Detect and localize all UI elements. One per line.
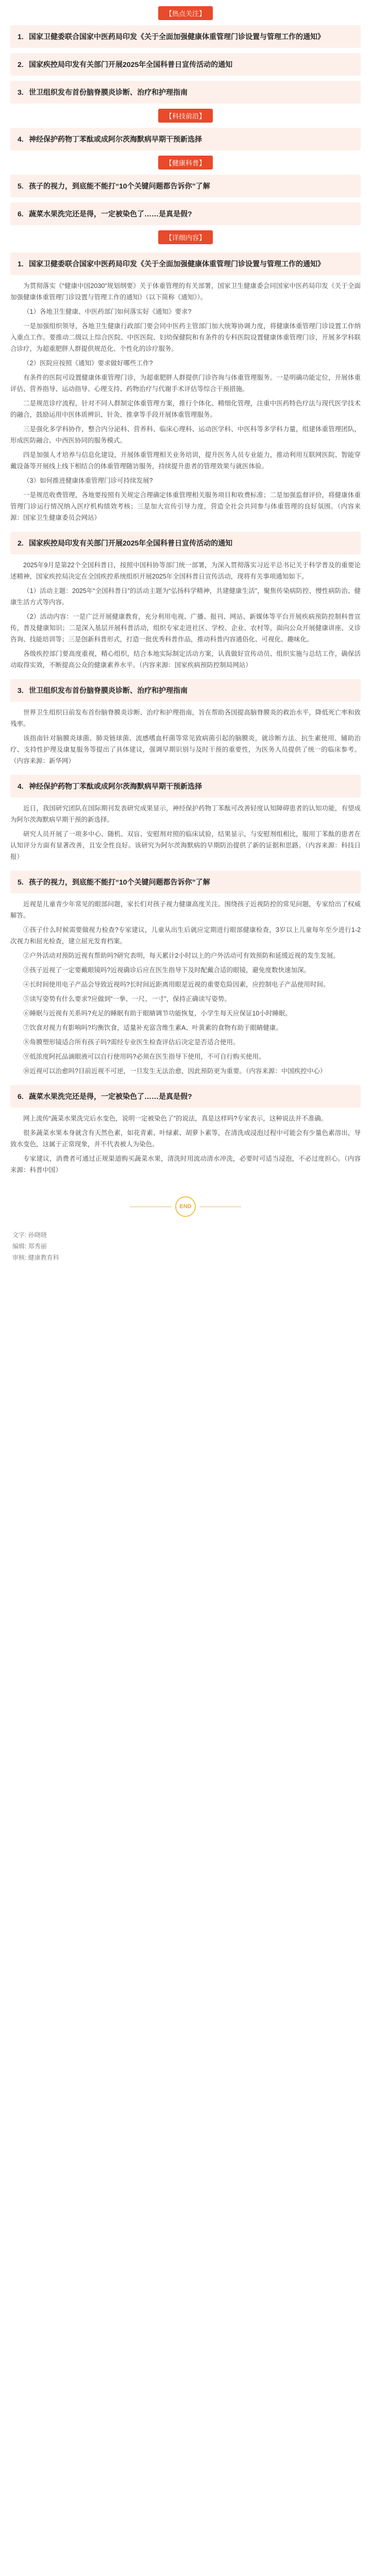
section-tag-label: 【热点关注】 bbox=[158, 6, 213, 20]
detail-paragraph: 三是强化多学科协作，整合内分泌科、营养科、临床心理科、运动医学科、中医科等多学科力量，组建体重管理团队，形成医防融合、中西医协同的服务模式。 bbox=[10, 426, 361, 444]
detail-section-number: 1. bbox=[18, 260, 24, 268]
detail-section-heading bbox=[10, 252, 361, 275]
credit-line: 编辑: 郑秀丽 bbox=[12, 1243, 47, 1250]
headline-text: 孩子的视力，到底能不能打“10个关键问题都告诉你”了解 bbox=[29, 182, 210, 190]
headline-number: 1. bbox=[18, 32, 24, 41]
headline-item[interactable] bbox=[10, 25, 361, 48]
detail-paragraph: （1）活动主题：2025年“全国科普日”的活动主题为“弘扬科学精神，共建健康生活”，聚焦传染病防控、慢性病防治、健康生活方式等内容。 bbox=[10, 587, 361, 606]
newsletter-page bbox=[0, 6, 371, 2576]
detail-section-number: 2. bbox=[18, 539, 24, 547]
detail-paragraph: 研究人员开展了一项多中心、随机、双盲、安慰剂对照的临床试验，结果显示，与安慰剂组相比，服用丁苯酞的患者在认知评分方面有显著改善，且安全性良好。该研究为阿尔茨海默病的早期防治提供了新的证据和思路。（内容来源：科技日报） bbox=[10, 831, 361, 860]
detail-section-title: 蔬菜水果洗完还是得，一定被染色了……是真是假? bbox=[29, 1092, 192, 1100]
detail-section-title: 神经保护药物丁苯酞或成阿尔茨海默病早期干预新选择 bbox=[29, 782, 202, 790]
headline-item[interactable] bbox=[10, 175, 361, 197]
detail-paragraph: 网上流传“蔬菜水果洗完后水变色，说明一定被染色了”的说法，真是这样吗?专家表示，这种说法并不准确。 bbox=[23, 1115, 328, 1122]
detail-section-title: 国家卫健委联合国家中医药局印发《关于全面加强健康体重管理门诊设置与管理工作的通知》 bbox=[29, 260, 325, 268]
footer bbox=[10, 1196, 361, 1263]
detail-body bbox=[10, 252, 361, 1176]
headline-item[interactable] bbox=[10, 53, 361, 76]
detail-paragraph: 近视是儿童青少年常见的眼部问题，家长们对孩子视力健康高度关注。围绕孩子近视防控的常见问题，专家给出了权威解答。 bbox=[10, 901, 361, 919]
credits bbox=[10, 1229, 361, 1263]
detail-paragraph: 有条件的医院可设置健康体重管理门诊，为超重肥胖人群提供门诊咨询与体重管理服务。一是明确功能定位，开展体重评估、营养指导、运动指导、心理支持、药物治疗与代谢手术评估等综合干预措施。 bbox=[10, 374, 361, 393]
detail-paragraph: （3）如何推进健康体重管理门诊可持续发展? bbox=[23, 477, 153, 484]
detail-paragraph: ⑧角膜塑形镜适合所有孩子吗?需经专业医生检查评估后决定是否适合使用。 bbox=[23, 1039, 240, 1046]
detail-paragraph: ①孩子什么时候需要做视力检查?专家建议，儿童从出生后就应定期进行眼部健康检查，3岁以上儿童每年至少进行1-2次视力和屈光检查，建立屈光发育档案。 bbox=[10, 926, 361, 945]
headline-number: 6. bbox=[18, 210, 24, 218]
section-tag-policy bbox=[10, 109, 361, 123]
end-badge: END bbox=[175, 1196, 196, 1217]
section-tag-label: 【科技前沿】 bbox=[158, 109, 213, 123]
headline-number: 2. bbox=[18, 60, 24, 69]
detail-section-title: 世卫组织发布首份脑脊膜炎诊断、治疗和护理指南 bbox=[29, 686, 188, 694]
detail-paragraph: （1）各地卫生健康、中医药部门如何落实好《通知》要求? bbox=[23, 308, 192, 315]
detail-section-title: 孩子的视力，到底能不能打“10个关键问题都告诉你”了解 bbox=[29, 878, 210, 886]
detail-paragraph: 专家建议，消费者可通过正规渠道购买蔬菜水果，清洗时用流动清水冲洗，必要时可适当浸泡，不必过度担心。（内容来源：科普中国） bbox=[10, 1155, 361, 1174]
section-tag-hot bbox=[10, 6, 361, 20]
headline-text: 蔬菜水果洗完还是得，一定被染色了……是真是假? bbox=[29, 210, 192, 218]
detail-section-number: 4. bbox=[18, 782, 24, 790]
end-divider bbox=[10, 1196, 361, 1217]
detail-paragraph: 各级疾控部门要高度重视，精心组织，结合本地实际制定活动方案，认真做好宣传动员、组织实施与总结工作，确保活动取得实效，不断提高公众的健康素养水平。（内容来源：国家疾病预防控制局网站） bbox=[10, 650, 361, 669]
detail-section-heading bbox=[10, 871, 361, 893]
detail-section-number: 3. bbox=[18, 686, 24, 694]
detail-section-number: 6. bbox=[18, 1092, 24, 1100]
headline-item[interactable] bbox=[10, 81, 361, 104]
detail-paragraph: ③孩子近视了一定要戴眼镜吗?近视确诊后应在医生指导下及时配戴合适的眼镜，避免度数快速加深。 bbox=[23, 967, 310, 974]
detail-paragraph: （2）活动内容：一是广泛开展健康教育，充分利用电视、广播、报刊、网站、新媒体等平台开展疾病预防控制科普宣传，普及健康知识；二是深入基层开展科普活动，组织专家走进社区、学校、企业、农村等，面向公众开展健康讲座、义诊咨询、技能培训等；三是创新科普形式，打造一批优秀科普作品，推动科普内容通俗化、可视化、趣味化。 bbox=[10, 613, 361, 643]
hot-list bbox=[10, 25, 361, 104]
detail-paragraph: ⑦饮食对视力有影响吗?均衡饮食，适量补充富含维生素A、叶黄素的食物有助于眼睛健康。 bbox=[23, 1024, 282, 1031]
detail-paragraph: ⑤读写姿势有什么要求?应做到“一拳、一尺、一寸”，保持正确读写姿势。 bbox=[23, 995, 231, 1003]
detail-paragraph: 2025年9月是第22个全国科普日，按照中国科协等部门统一部署，为深入贯彻落实习近平总书记关于科学普及的重要论述精神，国家疾控局决定在全国疾控系统组织开展2025年全国科普日宣传活动，现将有关事项通知如下。 bbox=[10, 562, 361, 580]
headline-number: 4. bbox=[18, 135, 24, 143]
detail-paragraph: ⑩近视可以治愈吗?目前近视不可逆，一旦发生无法治愈，因此预防更为重要。（内容来源：中国疾控中心） bbox=[23, 1067, 327, 1075]
credit-line: 文字: 孙晓晓 bbox=[12, 1231, 47, 1239]
credit-line: 审核: 健康教育科 bbox=[12, 1254, 59, 1261]
detail-section-heading bbox=[10, 1085, 361, 1108]
detail-section-title: 国家疾控局印发有关部门开展2025年全国科普日宣传活动的通知 bbox=[29, 539, 233, 547]
detail-section-heading bbox=[10, 775, 361, 798]
section-tag-label: 【健康科普】 bbox=[158, 156, 213, 170]
headline-text: 国家疾控局印发有关部门开展2025年全国科普日宣传活动的通知 bbox=[29, 60, 233, 69]
section-tag-health bbox=[10, 156, 361, 170]
detail-paragraph: 二是规范诊疗流程，针对不同人群制定体重管理方案，推行个体化、精细化管理，注重中医药特色疗法与现代医学技术的融合，鼓励运用中医体质辨识、针灸、推拿等手段开展体重管理服务。 bbox=[10, 400, 361, 418]
detail-paragraph: 为贯彻落实《“健康中国2030”规划纲要》关于体重管理的有关部署，国家卫生健康委会同国家中医药局印发《关于全面加强健康体重管理门诊设置与管理工作的通知》（以下简称《通知》）。 bbox=[10, 282, 361, 301]
headline-item[interactable] bbox=[10, 128, 361, 150]
headline-number: 5. bbox=[18, 182, 24, 190]
detail-paragraph: 世界卫生组织日前发布首份脑脊膜炎诊断、治疗和护理指南，旨在帮助各国提高脑脊膜炎的救治水平，降低死亡率和致残率。 bbox=[10, 709, 361, 727]
detail-paragraph: ④长时间使用电子产品会导致近视吗?长时间近距离用眼是近视的重要危险因素，应控制电子产品使用时间。 bbox=[23, 981, 330, 988]
detail-section-number: 5. bbox=[18, 878, 24, 886]
detail-paragraph: 一是规范收费管理，各地要按照有关规定合理确定体重管理相关服务项目和收费标准；二是加强监督评价，将健康体重管理门诊运行情况纳入医疗机构绩效考核；三是加大宣传引导力度，营造全社会共同参与体重管理的良好氛围。（内容来源：国家卫生健康委员会网站） bbox=[10, 492, 361, 521]
detail-paragraph: 一是加强组织领导，各地卫生健康行政部门要会同中医药主管部门加大统筹协调力度，将健康体重管理门诊设置工作纳入重点工作。要推动二级以上综合医院、中医医院、妇幼保健院和有条件的专科医院设置健康体重管理门诊，开展多学科联合诊疗，为超重肥胖人群提供规范化、个性化的诊疗服务。 bbox=[10, 323, 361, 352]
detail-paragraph: 四是加强人才培养与信息化建设，开展体重管理相关业务培训，提升医务人员专业能力，推动利用互联网医院、智能穿戴设备等开展线上线下相结合的体重管理随访服务，持续提升患者的管理效果与就医体验。 bbox=[10, 451, 361, 470]
detail-paragraph: ②户外活动对预防近视有帮助吗?研究表明，每天累计2小时以上的户外活动可有效预防和延缓近视的发生发展。 bbox=[23, 952, 340, 959]
detail-paragraph: （2）医院应按照《通知》要求做好哪些工作? bbox=[23, 360, 153, 367]
headline-text: 神经保护药物丁苯酞或成阿尔茨海默病早期干预新选择 bbox=[29, 135, 202, 143]
section-tag-label: 【详细内容】 bbox=[158, 230, 213, 244]
section-tag-detail bbox=[10, 230, 361, 244]
detail-section-heading bbox=[10, 679, 361, 702]
detail-paragraph: 该指南针对脑膜炎球菌、肺炎链球菌、流感嗜血杆菌等常见致病菌引起的脑膜炎，就诊断方法、抗生素使用、辅助治疗、支持性护理及康复服务等提出了具体建议，强调早期识别与及时干预的重要性，为医务人员提供了统一的临床参考。（内容来源：新华网） bbox=[10, 735, 361, 765]
detail-paragraph: ⑥睡眠与近视有关系吗?充足的睡眠有助于眼睛调节功能恢复，小学生每天应保证10小时睡眠。 bbox=[23, 1010, 292, 1017]
detail-section-heading bbox=[10, 532, 361, 554]
headline-item[interactable] bbox=[10, 202, 361, 225]
detail-paragraph: 近日，我国研究团队在国际期刊发表研究成果显示，神经保护药物丁苯酞可改善轻度认知障碍患者的认知功能，有望成为阿尔茨海默病早期干预的新选择。 bbox=[10, 805, 361, 823]
headline-number: 3. bbox=[18, 88, 24, 96]
headline-text: 世卫组织发布首份脑脊膜炎诊断、治疗和护理指南 bbox=[29, 88, 188, 96]
headline-text: 国家卫健委联合国家中医药局印发《关于全面加强健康体重管理门诊设置与管理工作的通知》 bbox=[29, 32, 325, 41]
detail-paragraph: 很多蔬菜水果本身就含有天然色素，如花青素、叶绿素、胡萝卜素等，在清洗或浸泡过程中可能会有少量色素溶出，导致水变色，这属于正常现象，并不代表被人为染色。 bbox=[10, 1129, 361, 1148]
detail-paragraph: ⑨低浓度阿托品滴眼液可以自行使用吗?必须在医生指导下使用，不可自行购买使用。 bbox=[23, 1053, 265, 1060]
